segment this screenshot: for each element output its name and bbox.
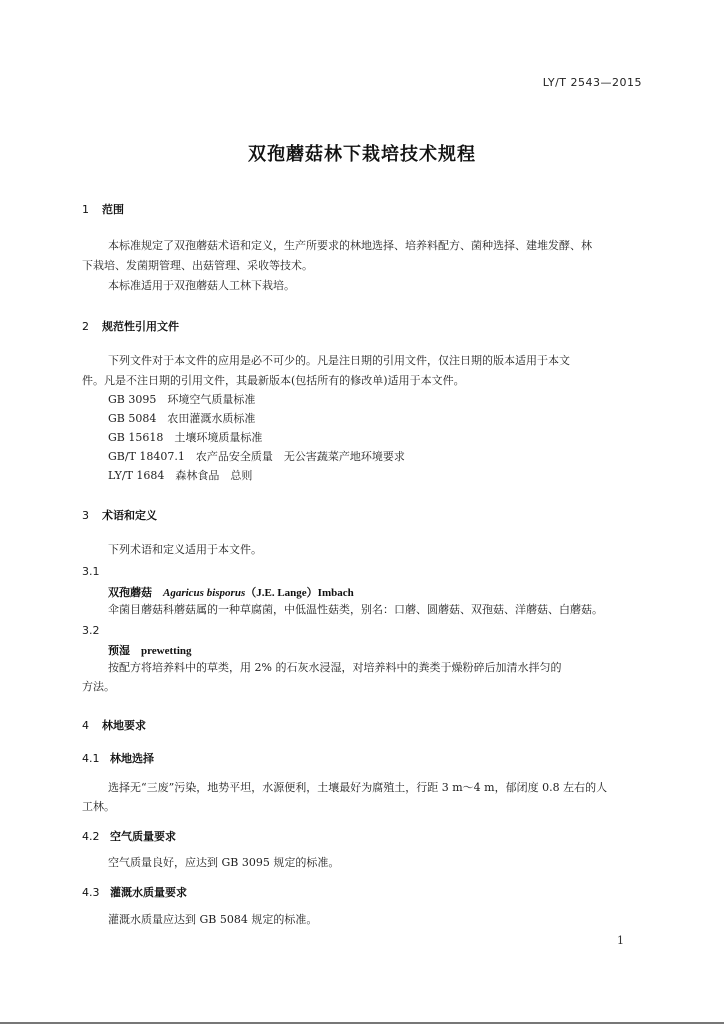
s1-paragraph-1-line-2: 下栽培、发菌期管理、出菇管理、采收等技术。	[82, 259, 313, 272]
reference-item: GB/T 18407.1 农产品安全质量 无公害蔬菜产地环境要求	[108, 450, 405, 463]
term-3-1-author: （J.E. Lange）Imbach	[245, 587, 354, 599]
section-3-number: 3	[82, 509, 89, 522]
subsection-4-1-heading	[82, 750, 154, 766]
s4-1-text-line-2: 工林。	[82, 800, 115, 813]
subsection-4-1-title: 林地选择	[110, 752, 154, 765]
s3-intro: 下列术语和定义适用于本文件。	[108, 543, 262, 556]
s1-paragraph-1-line-1: 本标准规定了双孢蘑菇术语和定义，生产所要求的林地选择、培养料配方、菌种选择、建堆发酵、林	[108, 239, 592, 252]
reference-item: GB 3095 环境空气质量标准	[108, 393, 256, 406]
section-2-number: 2	[82, 320, 89, 333]
section-4-number: 4	[82, 719, 89, 732]
section-4-heading	[82, 717, 146, 733]
section-4-title: 林地要求	[102, 719, 146, 732]
section-2-heading	[82, 318, 179, 334]
subsection-4-3-number: 4.3	[82, 886, 100, 899]
term-3-2-chinese: 预湿	[108, 644, 130, 657]
subsection-4-2-number: 4.2	[82, 830, 100, 843]
term-3-1-definition: 伞菌目蘑菇科蘑菇属的一种草腐菌，中低温性菇类，别名：口蘑、圆蘑菇、双孢菇、洋蘑菇、白蘑菇。	[108, 603, 603, 616]
term-3-1-number: 3.1	[82, 565, 100, 578]
s2-paragraph-line-1: 下列文件对于本文件的应用是必不可少的。凡是注日期的引用文件，仅注日期的版本适用于本文	[108, 354, 570, 367]
term-3-2-heading	[108, 642, 192, 658]
subsection-4-2-title: 空气质量要求	[110, 830, 176, 843]
section-3-title: 术语和定义	[102, 509, 157, 522]
section-2-title: 规范性引用文件	[102, 320, 179, 333]
s4-2-text: 空气质量良好，应达到 GB 3095 规定的标准。	[108, 856, 340, 869]
reference-item: LY/T 1684 森林食品 总则	[108, 469, 253, 482]
subsection-4-3-title: 灌溉水质量要求	[110, 886, 187, 899]
section-3-heading	[82, 507, 157, 523]
s4-1-text-line-1: 选择无“三废”污染，地势平坦，水源便利，土壤最好为腐殖土，行距 3 m～4 m，郁闭度 0.8 左右的人	[108, 781, 608, 794]
term-3-2-english: prewetting	[141, 645, 192, 657]
s1-paragraph-2: 本标准适用于双孢蘑菇人工林下栽培。	[108, 279, 295, 292]
reference-item: GB 5084 农田灌溉水质标准	[108, 412, 256, 425]
subsection-4-3-heading	[82, 884, 187, 900]
section-1-number: 1	[82, 203, 89, 216]
s2-paragraph-line-2: 件。凡是不注日期的引用文件，其最新版本(包括所有的修改单)适用于本文件。	[82, 374, 465, 387]
subsection-4-1-number: 4.1	[82, 752, 100, 765]
section-1-heading	[82, 201, 124, 217]
term-3-1-latin: Agaricus bisporus	[163, 587, 246, 599]
term-3-2-number: 3.2	[82, 624, 100, 637]
standard-code: LY/T 2543—2015	[542, 76, 642, 89]
term-3-1-chinese: 双孢蘑菇	[108, 586, 152, 599]
term-3-2-definition-line-1: 按配方将培养料中的草类，用 2% 的石灰水浸湿，对培养料中的粪类于燥粉碎后加清水拌匀的	[108, 661, 562, 674]
s4-3-text: 灌溉水质量应达到 GB 5084 规定的标准。	[108, 913, 318, 926]
term-3-2-definition-line-2: 方法。	[82, 680, 115, 693]
term-3-1-heading	[108, 584, 354, 600]
section-1-title: 范围	[102, 203, 124, 216]
document-title: 双孢蘑菇林下栽培技术规程	[248, 144, 476, 165]
reference-item: GB 15618 土壤环境质量标准	[108, 431, 263, 444]
subsection-4-2-heading	[82, 828, 176, 844]
page-number: 1	[617, 934, 624, 947]
